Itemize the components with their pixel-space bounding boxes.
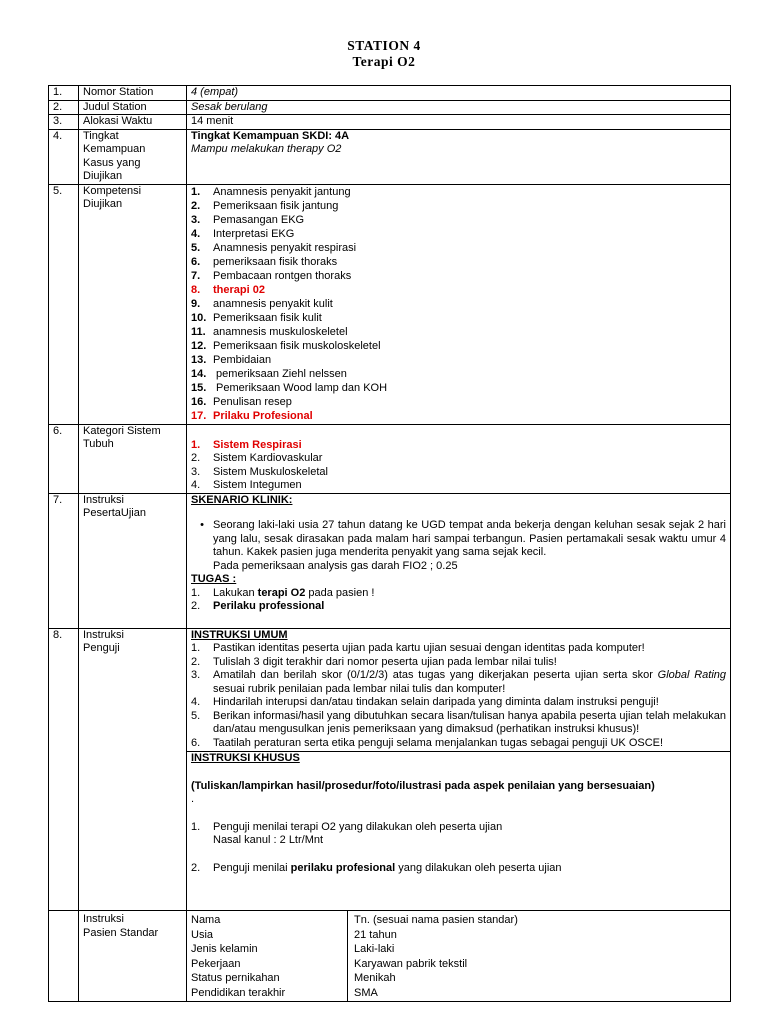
- scenario-text: Seorang laki-laki usia 27 tahun datang ke UGD tempat anda bekerja dengan keluhan sesak sejak 2 hari yang lalu, sesak dirasakan pada malam hari sampai terbangun. Pasien pertamakali sesak waktu umur 4 tahun. Kakek pasien juga menderita penyakit yang sama sejak kecil.: [213, 519, 726, 558]
- bullet-icon: •: [200, 519, 204, 531]
- row-number: 4.: [49, 129, 79, 184]
- item-number: 5.: [191, 241, 201, 254]
- competency-item: [191, 241, 726, 255]
- competency-item: [191, 339, 726, 353]
- item-text: Berikan informasi/hasil yang dibutuhkan secara lisan/tulisan hanya apabila peserta ujian telah melakukan dan/atau mengusulkan jenis pemeriksaan yang dimaksud (perhatikan instruksi khusus)!: [213, 709, 726, 735]
- row-value: [187, 493, 731, 628]
- row-number: 1.: [49, 86, 79, 101]
- page-subtitle: Terapi O2: [352, 54, 416, 69]
- item-number: 15.: [191, 381, 207, 394]
- row-kompetensi: [49, 184, 731, 424]
- item-number: 10.: [191, 311, 207, 324]
- row-label: Judul Station: [79, 100, 187, 115]
- row-value: [187, 911, 731, 1002]
- task-item: [191, 600, 726, 614]
- patient-field-label: Pendidikan terakhir: [191, 986, 286, 999]
- competency-item: [191, 409, 726, 423]
- row-alokasi-waktu: [49, 115, 731, 130]
- patient-field-value: Menikah: [354, 972, 396, 984]
- item-number: 1.: [191, 820, 201, 833]
- item-text-italic: Global Rating: [657, 669, 726, 681]
- item-number: 12.: [191, 339, 207, 352]
- item-text: Sistem Integumen: [213, 479, 302, 491]
- item-number: 2.: [191, 655, 201, 668]
- competency-item: [191, 353, 726, 367]
- patient-field-label: Pekerjaan: [191, 957, 241, 970]
- label-line: Instruksi: [83, 493, 124, 506]
- item-text: Pembacaan rontgen thoraks: [213, 269, 352, 282]
- item-text: anamnesis muskuloskeletel: [213, 325, 348, 338]
- row-number: 7.: [49, 493, 79, 628]
- row-value: Sesak berulang: [187, 100, 731, 115]
- label-line: Kategori Sistem: [83, 424, 161, 437]
- row-instruksi-penguji: [49, 628, 731, 911]
- label-line: Instruksi: [83, 628, 124, 641]
- khusus-dot: .: [191, 793, 195, 805]
- label-line: Penguji: [83, 642, 120, 654]
- patient-field-value: Laki-laki: [354, 943, 395, 955]
- umum-item: [191, 656, 726, 670]
- item-text: anamnesis penyakit kulit: [213, 297, 333, 310]
- row-label: Kompetensi Diujikan: [79, 184, 187, 424]
- item-text: pemeriksaan fisik thoraks: [213, 255, 338, 268]
- patient-field-value: 21 tahun: [354, 928, 397, 941]
- item-number: 2.: [191, 199, 201, 212]
- row-kategori-sistem: [49, 424, 731, 493]
- competency-item: [191, 255, 726, 269]
- competency-item: [191, 311, 726, 325]
- row-label: [79, 129, 187, 184]
- patient-field-keys: [187, 911, 348, 1001]
- item-number: 6.: [191, 255, 201, 268]
- item-number: 3.: [191, 465, 201, 478]
- system-item: [191, 452, 726, 466]
- competency-item: [191, 367, 726, 381]
- row-value: 4 (empat): [187, 86, 731, 101]
- item-body: [213, 669, 726, 696]
- row-label: Nomor Station: [79, 86, 187, 101]
- task-number: 2.: [191, 600, 201, 612]
- item-text: Tulislah 3 digit terakhir dari nomor peserta ujian pada lembar nilai tulis!: [213, 655, 557, 668]
- label-line: Tubuh: [83, 438, 114, 450]
- row-judul-station: [49, 100, 731, 115]
- item-number: 1.: [191, 185, 201, 198]
- umum-item: [191, 669, 726, 696]
- label-line: Kasus yang Diujikan: [83, 156, 141, 182]
- row-label: [79, 628, 187, 911]
- umum-item: [191, 642, 726, 656]
- competency-item: [191, 213, 726, 227]
- competency-item: [191, 381, 726, 395]
- scenario-heading: SKENARIO KLINIK:: [191, 493, 293, 506]
- item-text: Pembidaian: [213, 353, 272, 366]
- item-text: Penulisan resep: [213, 395, 292, 408]
- row-instruksi-peserta: [49, 493, 731, 628]
- competency-item: [191, 283, 726, 297]
- umum-item: [191, 737, 726, 751]
- item-number: 11.: [191, 325, 206, 338]
- row-value: [187, 129, 731, 184]
- khusus-heading: INSTRUKSI KHUSUS: [191, 752, 300, 764]
- row-number: [49, 911, 79, 1002]
- competency-item: [191, 269, 726, 283]
- instruksi-umum-section: [187, 629, 730, 752]
- row-label: [79, 493, 187, 628]
- system-list: [191, 439, 726, 493]
- item-text: Pemeriksaan fisik kulit: [213, 311, 322, 324]
- umum-list: [191, 642, 726, 750]
- khusus-note: (Tuliskan/lampirkan hasil/prosedur/foto/ilustrasi pada aspek penilaian yang bersesuaian): [191, 779, 655, 792]
- competency-item: [191, 227, 726, 241]
- item-text: Pastikan identitas peserta ujian pada kartu ujian sesuai dengan identitas pada komputer!: [213, 642, 645, 654]
- item-number: 3.: [191, 213, 201, 226]
- page-title: STATION 4: [347, 38, 421, 53]
- row-nomor-station: [49, 86, 731, 101]
- item-text: Pemasangan EKG: [213, 213, 305, 226]
- row-value: [187, 628, 731, 911]
- system-item: [191, 439, 726, 453]
- patient-field-label: Usia: [191, 928, 214, 941]
- item-text: Pemeriksaan Wood lamp dan KOH: [213, 381, 388, 394]
- item-number: 14.: [191, 367, 207, 380]
- item-number: 9.: [191, 297, 201, 310]
- umum-item: [191, 710, 726, 737]
- row-label: [79, 911, 187, 1002]
- umum-heading: INSTRUKSI UMUM: [191, 628, 288, 641]
- umum-item: [191, 696, 726, 710]
- item-text: Penguji menilai: [213, 861, 291, 874]
- competency-list: [191, 185, 726, 423]
- item-number: 7.: [191, 269, 201, 282]
- competency-item: [191, 395, 726, 409]
- item-number: 13.: [191, 353, 207, 366]
- row-value: [187, 424, 731, 493]
- item-text: Sistem Muskuloskeletal: [213, 465, 328, 478]
- row-number: 6.: [49, 424, 79, 493]
- skdi-level: Tingkat Kemampuan SKDI: 4A: [191, 129, 350, 142]
- task-text-bold: Perilaku professional: [213, 600, 325, 612]
- item-number: 6.: [191, 736, 201, 749]
- competency-item: [191, 325, 726, 339]
- item-text: Amatilah dan berilah skor (0/1/2/3) atas tugas yang dikerjakan peserta ujian serta skor: [213, 669, 658, 681]
- task-item: [191, 587, 726, 601]
- item-number: 5.: [191, 709, 201, 722]
- item-text: Hindarilah interupsi dan/atau tindakan selain daripada yang diminta dalam instruksi penguji!: [213, 696, 659, 708]
- item-body: [213, 696, 726, 710]
- row-number: 8.: [49, 628, 79, 911]
- label-line: Tingkat Kemampuan: [83, 129, 146, 155]
- system-item: [191, 479, 726, 493]
- patient-field-label: Nama: [191, 914, 221, 926]
- patient-field-values: [348, 911, 730, 1001]
- task-number: 1.: [191, 586, 201, 599]
- row-number: 5.: [49, 184, 79, 424]
- patient-field-value: Tn. (sesuai nama pasien standar): [354, 914, 518, 926]
- item-text: yang dilakukan oleh peserta ujian: [395, 861, 562, 874]
- patient-fields: [187, 911, 730, 1001]
- item-number: 1.: [191, 642, 201, 654]
- item-number: 17.: [191, 409, 207, 422]
- item-text: Prilaku Profesional: [213, 409, 313, 422]
- row-value: [187, 184, 731, 424]
- patient-field-label: Status pernikahan: [191, 972, 280, 984]
- task-text-bold: terapi O2: [257, 586, 306, 599]
- item-text: sesuai rubrik penilaian pada lembar nilai tulis dan komputer!: [213, 682, 506, 695]
- patient-field-value: Karyawan pabrik tekstil: [354, 957, 468, 970]
- item-text: therapi 02: [213, 283, 265, 296]
- instruksi-khusus-section: [187, 751, 730, 910]
- scenario-item: [191, 519, 726, 560]
- row-number: 2.: [49, 100, 79, 115]
- item-text: Anamnesis penyakit respirasi: [213, 241, 357, 254]
- row-instruksi-pasien: [49, 911, 731, 1002]
- label-line: Instruksi: [83, 913, 124, 925]
- row-tingkat-kemampuan: [49, 129, 731, 184]
- item-subtext: Nasal kanul : 2 Ltr/Mnt: [213, 834, 324, 846]
- item-text: pemeriksaan Ziehl nelssen: [213, 367, 347, 380]
- item-body: [213, 642, 726, 656]
- item-number: 2.: [191, 861, 201, 874]
- skdi-description: Mampu melakukan therapy O2: [191, 143, 342, 155]
- gas-text: Pada pemeriksaan analysis gas darah FIO2 ; 0.25: [213, 559, 458, 572]
- label-line: PesertaUjian: [83, 507, 146, 519]
- competency-item: [191, 199, 726, 213]
- patient-field-value: SMA: [354, 986, 378, 999]
- item-text-bold: perilaku profesional: [290, 861, 396, 874]
- station-table: [48, 85, 731, 1002]
- competency-item: [191, 185, 726, 199]
- task-text: Lakukan: [213, 586, 258, 599]
- item-number: 16.: [191, 395, 207, 408]
- row-number: 3.: [49, 115, 79, 130]
- khusus-item: [191, 862, 726, 876]
- item-text: Interpretasi EKG: [213, 227, 295, 240]
- item-number: 4.: [191, 227, 201, 240]
- row-label: [79, 424, 187, 493]
- item-number: 3.: [191, 669, 201, 681]
- item-body: [213, 710, 726, 737]
- competency-item: [191, 297, 726, 311]
- khusus-item: [191, 821, 726, 835]
- item-body: [213, 737, 726, 751]
- item-number: 8.: [191, 283, 201, 296]
- patient-field-label: Jenis kelamin: [191, 943, 258, 955]
- item-text: Sistem Kardiovaskular: [213, 452, 323, 464]
- item-text: Pemeriksaan fisik muskoloskeletel: [213, 339, 381, 352]
- row-label: Alokasi Waktu: [79, 115, 187, 130]
- item-text: Anamnesis penyakit jantung: [213, 185, 351, 198]
- item-number: 4.: [191, 479, 201, 491]
- task-text: pada pasien !: [305, 586, 375, 599]
- item-number: 2.: [191, 452, 201, 464]
- item-body: [213, 656, 726, 670]
- row-value: 14 menit: [187, 115, 731, 130]
- item-text: Sistem Respirasi: [213, 438, 302, 451]
- item-number: 4.: [191, 696, 201, 708]
- item-number: 1.: [191, 438, 201, 451]
- item-text: Taatilah peraturan serta etika penguji selama menjalankan tugas sebagai penguji UK OSCE!: [213, 736, 664, 749]
- system-item: [191, 466, 726, 480]
- tugas-heading: TUGAS :: [191, 573, 237, 585]
- item-text: Pemeriksaan fisik jantung: [213, 199, 339, 212]
- item-text: Penguji menilai terapi O2 yang dilakukan oleh peserta ujian: [213, 820, 503, 833]
- label-line: Pasien Standar: [83, 926, 159, 939]
